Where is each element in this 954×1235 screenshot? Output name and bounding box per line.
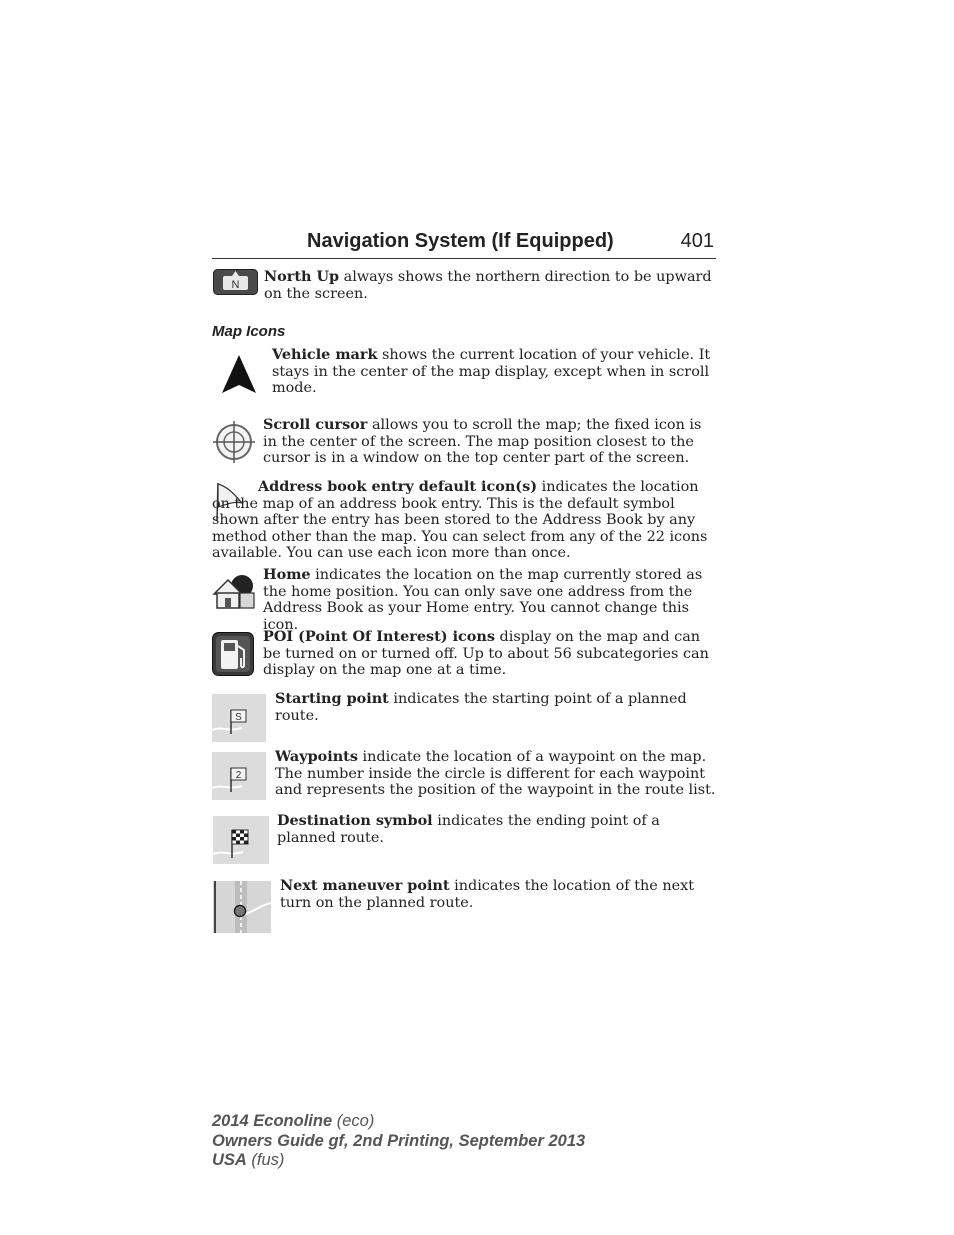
next-maneuver-description: Next maneuver point indicates the location of the next turn on the planned route. [280, 877, 695, 911]
home-term: Home [263, 566, 311, 583]
destination-term: Destination symbol [277, 812, 433, 829]
scroll-cursor-description: Scroll cursor allows you to scroll the map; the fixed icon is in the center of the screen. The map position closest to the cursor is in a window on the top center part of the screen. [263, 416, 702, 466]
north-up-text: always shows the northern direction to be upward on the screen. [264, 269, 712, 302]
starting-point-icon-letter: S [235, 712, 242, 723]
page-number: 401 [680, 230, 714, 252]
footer-line-1: 2014 Econoline (eco) [212, 1112, 375, 1130]
checkered-flag-icon [213, 816, 269, 864]
waypoints-description: Waypoints indicate the location of a waypoint on the map. The number inside the circle is different for each waypoint and represents the position of the waypoint in the route list. [275, 748, 716, 798]
footer-line-3: USA (fus) [212, 1151, 285, 1169]
north-up-icon-letter: N [231, 279, 240, 291]
vehicle-mark-description: Vehicle mark shows the current location of your vehicle. It stays in the center of the map display, except when in scroll mode. [272, 346, 711, 396]
page-header [212, 228, 716, 259]
waypoint-icon-number: 2 [235, 770, 242, 781]
north-up-icon [213, 269, 258, 295]
page-footer [212, 1112, 585, 1171]
starting-point-term: Starting point [275, 690, 389, 707]
starting-point-description: Starting point indicates the starting point of a planned route. [275, 690, 687, 724]
vehicle-mark-term: Vehicle mark [272, 346, 378, 363]
waypoint-icon [212, 752, 266, 800]
footer-line-2: Owners Guide gf, 2nd Printing, September 2013 [212, 1131, 586, 1150]
poi-description: POI (Point Of Interest) icons display on the map and can be turned on or turned off. Up to about 56 subcategories can display on the map one at a time. [263, 628, 709, 678]
address-book-description: Address book entry default icon(s) indicates the location on the map of an address book entry. This is the default symbol shown after the entry has been stored to the Address Book by any method other than the map. You can select from any of the 22 icons available. You can use each icon more than once. [212, 478, 708, 561]
page-title: Navigation System (If Equipped) [307, 230, 614, 252]
home-description: Home indicates the location on the map currently stored as the home position. You can only save one address from the Address Book as your Home entry. You cannot change this icon. [263, 566, 703, 633]
fuel-pump-icon [212, 632, 254, 676]
starting-point-icon [212, 694, 266, 742]
section-heading-map-icons: Map Icons [212, 323, 286, 340]
scroll-cursor-term: Scroll cursor [263, 416, 368, 433]
vehicle-mark-icon [220, 354, 258, 394]
next-maneuver-icon [213, 881, 271, 933]
north-up-term: North Up [264, 268, 340, 285]
next-maneuver-term: Next maneuver point [280, 877, 450, 894]
scroll-cursor-icon [213, 421, 255, 463]
destination-description: Destination symbol indicates the ending point of a planned route. [277, 812, 660, 846]
poi-term: POI (Point Of Interest) icons [263, 628, 495, 645]
home-icon [212, 574, 256, 610]
north-up-description [264, 269, 716, 302]
address-book-term: Address book entry default icon(s) [258, 478, 538, 495]
waypoints-term: Waypoints [275, 748, 358, 765]
